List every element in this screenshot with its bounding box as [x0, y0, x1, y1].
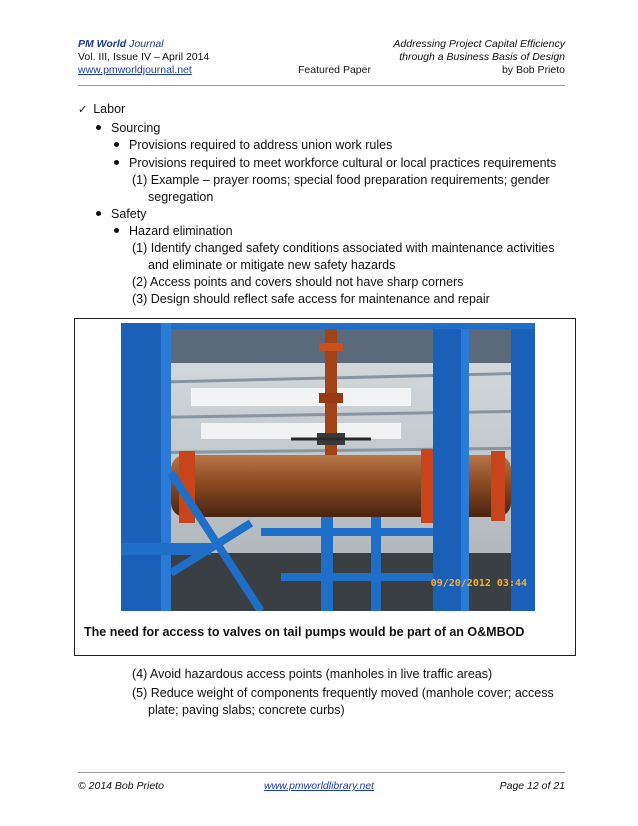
bullet-icon [114, 160, 119, 165]
page-header [78, 38, 565, 77]
list-item: Safety [96, 206, 146, 223]
photo-illustration [121, 323, 535, 611]
footer-divider [78, 772, 565, 773]
checkmark-icon: ✓ [78, 103, 88, 116]
journal-title: PM World Journal [78, 38, 164, 50]
library-link[interactable]: www.pmworldlibrary.net [264, 780, 375, 792]
author: by Bob Prieto [501, 64, 565, 76]
tail-pump-photo [121, 323, 535, 611]
hazard-item-2: (2) Access points and covers should not have sharp corners [132, 275, 464, 289]
hazard-item-1: (1) Identify changed safety conditions associated with maintenance activities [132, 241, 555, 255]
hazard-item-3: (3) Design should reflect safe access for maintenance and repair [132, 292, 490, 306]
page-number: Page 12 of 21 [499, 780, 565, 792]
hazard-item-5-cont: plate; paving slabs; concrete curbs) [148, 703, 345, 717]
sourcing-example-cont: segregation [148, 190, 214, 204]
figure-caption: The need for access to valves on tail pumps would be part of an O&MBOD [84, 625, 525, 639]
labor-heading: ✓ Labor [78, 102, 126, 116]
paper-title-line2: through a Business Basis of Design [399, 51, 565, 63]
volume-issue: Vol. III, Issue IV – April 2014 [78, 51, 210, 63]
list-item: Sourcing [96, 120, 160, 137]
sourcing-example: (1) Example – prayer rooms; special food preparation requirements; gender [132, 173, 550, 187]
journal-website-link[interactable]: www.pmworldjournal.net [78, 64, 192, 76]
list-item: Provisions required to meet workforce cultural or local practices requirements [114, 155, 556, 172]
bullet-icon [114, 142, 119, 147]
figure-box [74, 318, 576, 656]
bullet-icon [96, 211, 101, 216]
copyright: © 2014 Bob Prieto [78, 780, 164, 792]
list-item: Hazard elimination [114, 223, 233, 240]
bullet-icon [114, 228, 119, 233]
hazard-item-1-cont: and eliminate or mitigate new safety hazards [148, 258, 396, 272]
paper-type: Featured Paper [298, 64, 371, 76]
paper-title-line1: Addressing Project Capital Efficiency [393, 38, 565, 50]
header-divider [78, 85, 565, 86]
hazard-item-5: (5) Reduce weight of components frequently moved (manhole cover; access [132, 686, 554, 700]
list-item: Provisions required to address union work rules [114, 137, 392, 154]
bullet-icon [96, 125, 101, 130]
photo-timestamp: 09/20/2012 03:44 [430, 578, 527, 589]
hazard-item-4: (4) Avoid hazardous access points (manholes in live traffic areas) [132, 667, 493, 681]
